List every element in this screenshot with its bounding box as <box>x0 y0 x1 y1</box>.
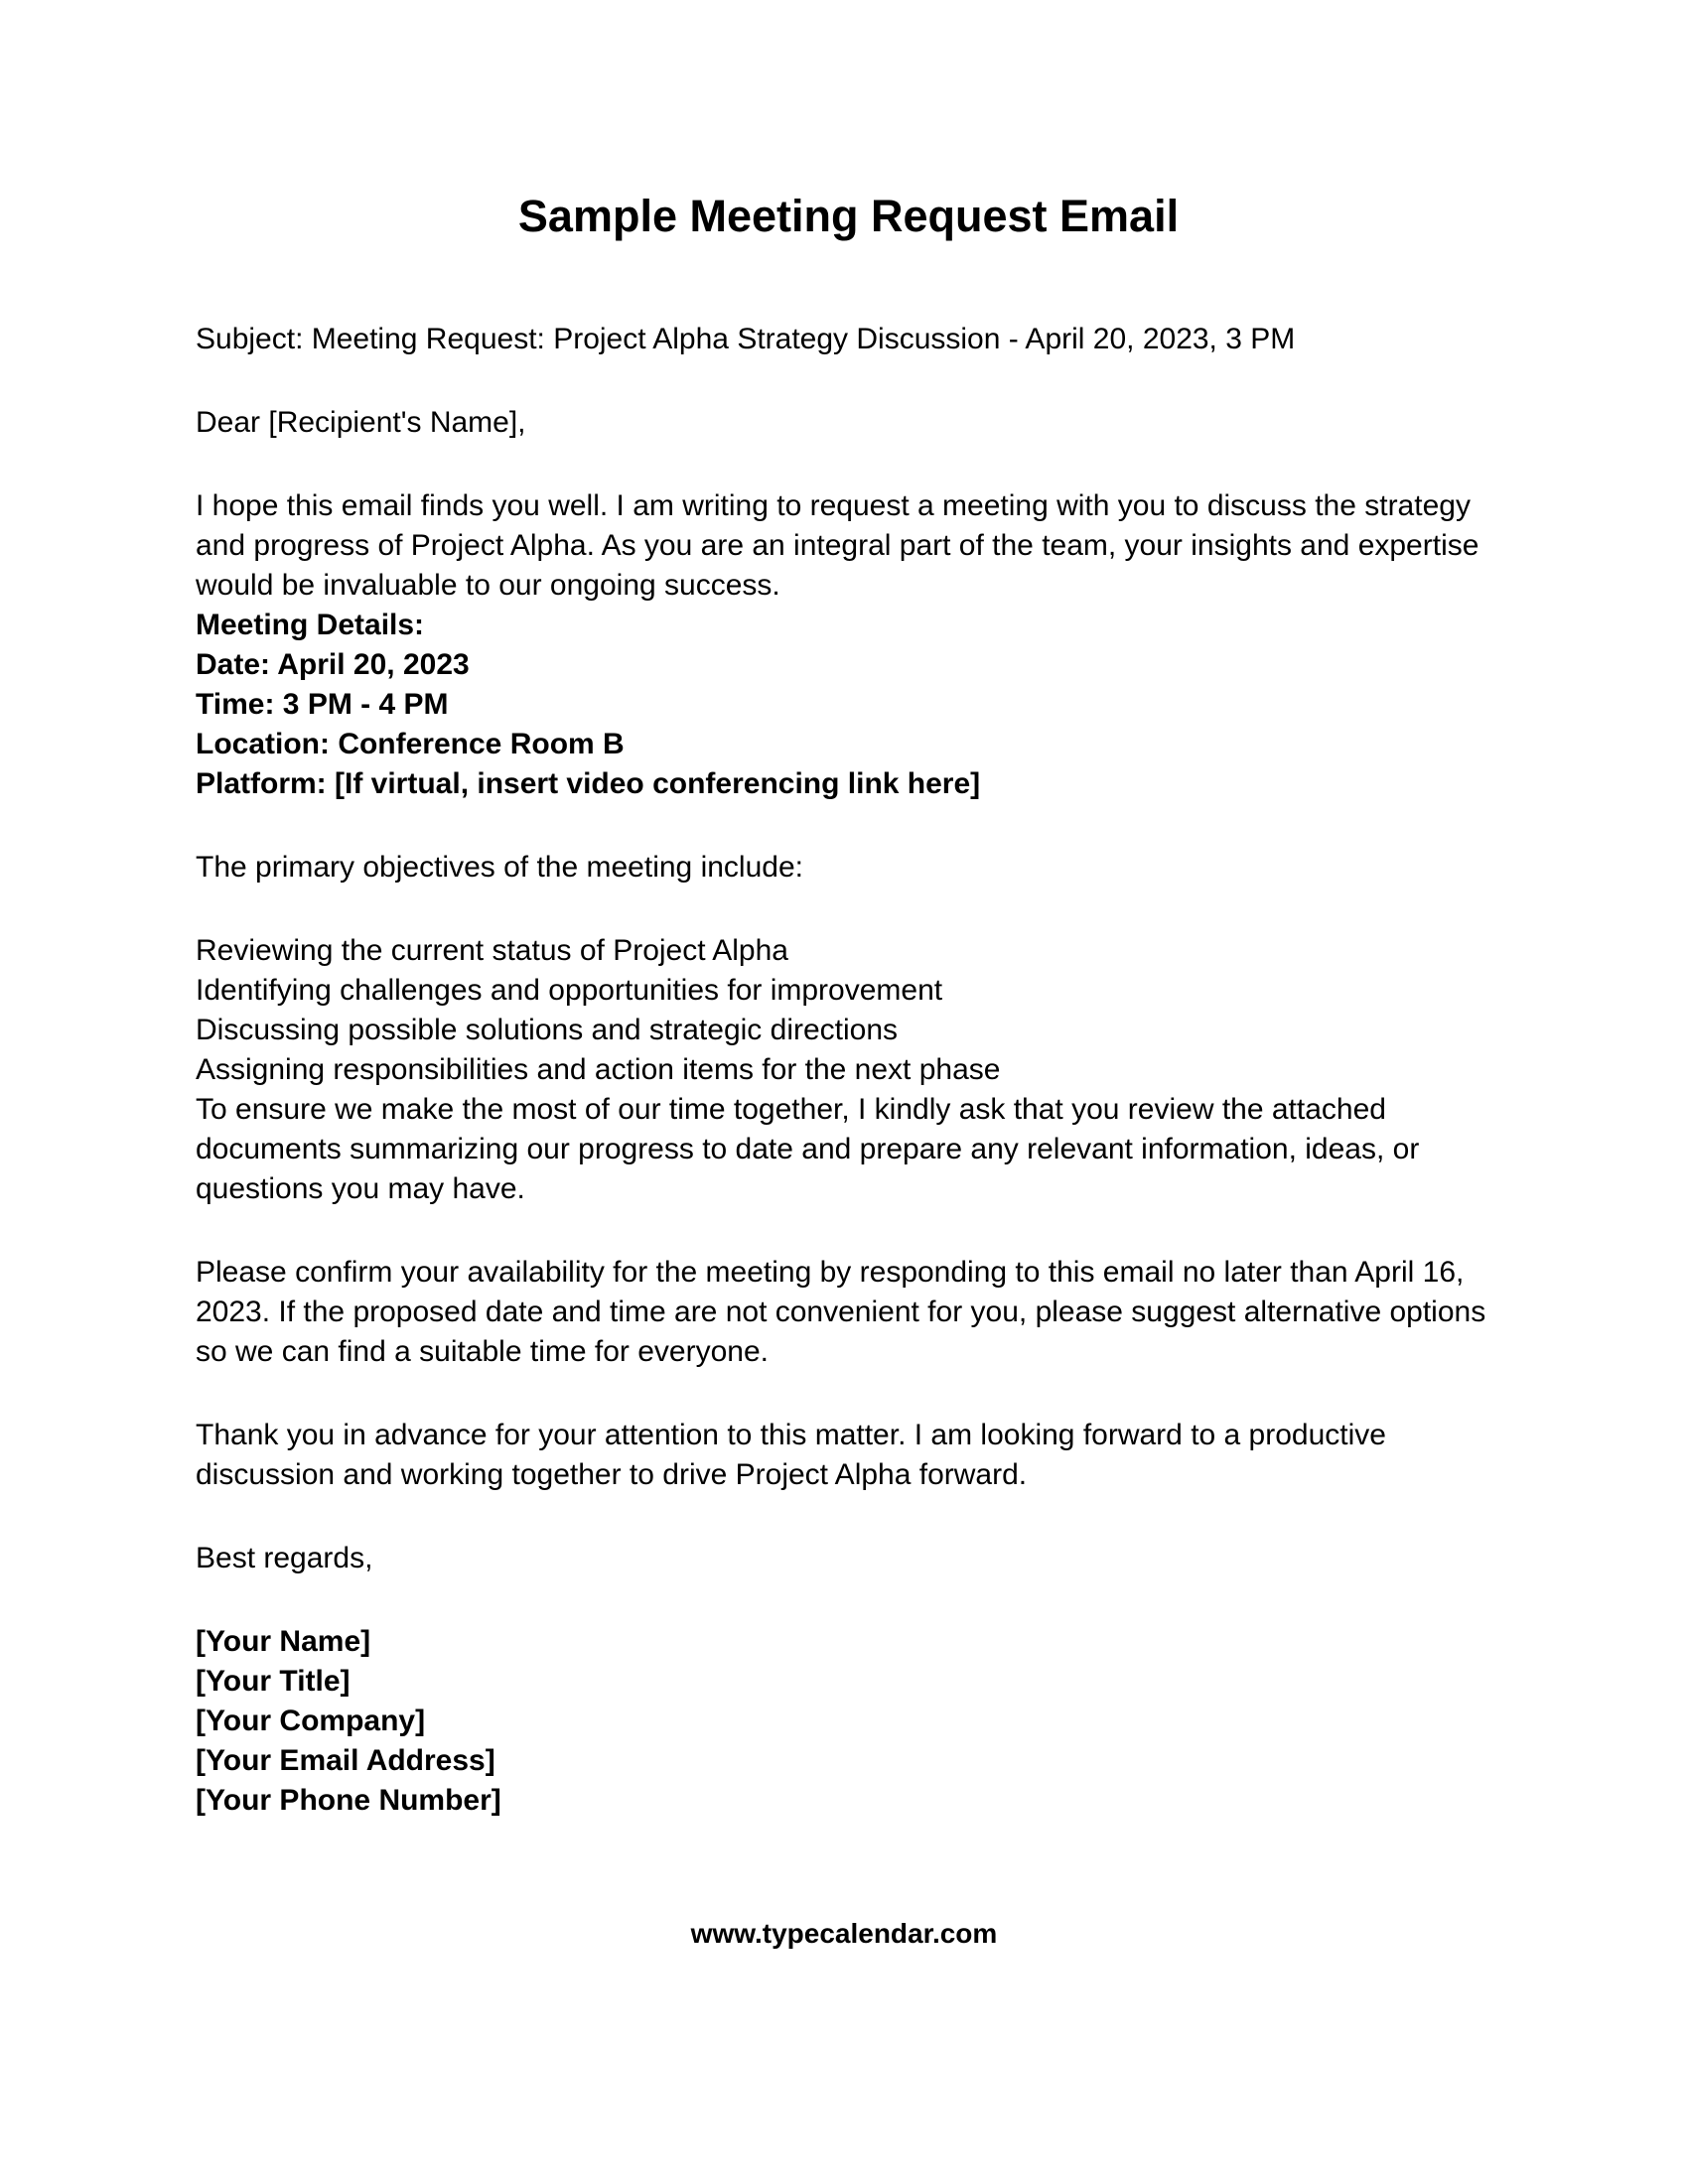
meeting-detail-time: Time: 3 PM - 4 PM <box>196 688 449 721</box>
meeting-details-heading: Meeting Details: <box>196 609 425 641</box>
meeting-detail-platform: Platform: [If virtual, insert video conferencing link here] <box>196 767 981 800</box>
signature-phone: [Your Phone Number] <box>196 1784 501 1817</box>
objective-item: Discussing possible solutions and strategic directions <box>196 1014 899 1046</box>
closing-line: Best regards, <box>196 1542 373 1574</box>
objectives-block <box>196 931 1501 1209</box>
objective-item: Identifying challenges and opportunities for improvement <box>196 974 943 1007</box>
greeting-line: Dear [Recipient's Name], <box>196 406 526 439</box>
signature-email: [Your Email Address] <box>196 1744 495 1777</box>
website-footer: www.typecalendar.com <box>690 1918 998 1949</box>
objective-item: Assigning responsibilities and action items for the next phase <box>196 1053 1001 1086</box>
signature-block <box>196 1622 1501 1821</box>
signature-title: [Your Title] <box>196 1665 351 1698</box>
confirm-paragraph: Please confirm your availability for the meeting by responding to this email no later than April 16, 2023. If the proposed date and time are not convenient for you, please suggest alternative options so we can find a suitable time for everyone. <box>196 1256 1486 1368</box>
page-title: Sample Meeting Request Email <box>517 191 1180 241</box>
signature-name: [Your Name] <box>196 1625 371 1658</box>
thanks-paragraph: Thank you in advance for your attention to this matter. I am looking forward to a productive discussion and working together to drive Project Alpha forward. <box>196 1419 1386 1491</box>
subject-line: Subject: Meeting Request: Project Alpha Strategy Discussion - April 20, 2023, 3 PM <box>196 323 1296 355</box>
objectives-followup: To ensure we make the most of our time together, I kindly ask that you review the attached documents summarizing our progress to date and prepare any relevant information, ideas, or questions you may have. <box>196 1093 1420 1205</box>
meeting-detail-date: Date: April 20, 2023 <box>196 648 470 681</box>
meeting-details-block <box>196 606 1501 804</box>
meeting-detail-location: Location: Conference Room B <box>196 728 625 760</box>
objectives-intro-line: The primary objectives of the meeting include: <box>196 851 803 884</box>
objective-item: Reviewing the current status of Project Alpha <box>196 934 788 967</box>
intro-paragraph: I hope this email finds you well. I am writing to request a meeting with you to discuss the strategy and progress of Project Alpha. As you are an integral part of the team, your insights and expertise would be invaluable to our ongoing success. <box>196 489 1479 602</box>
signature-company: [Your Company] <box>196 1705 426 1737</box>
